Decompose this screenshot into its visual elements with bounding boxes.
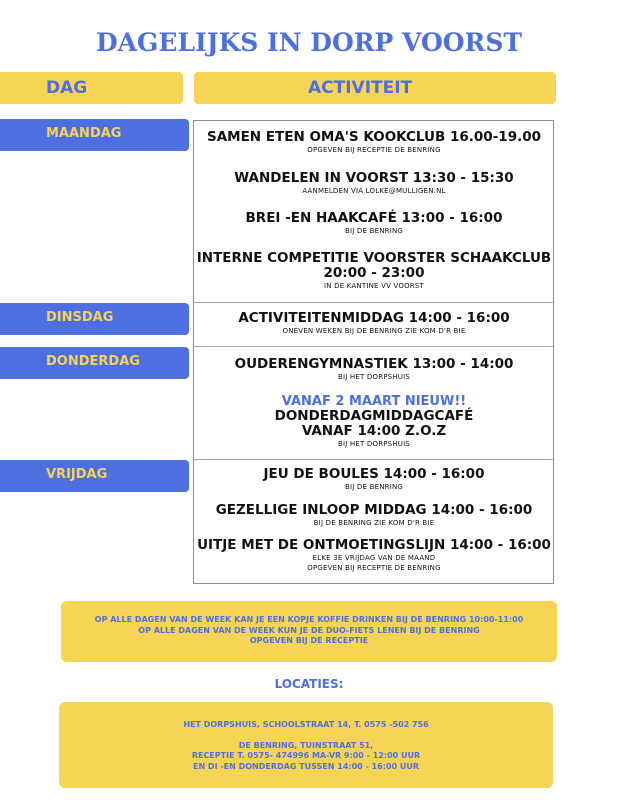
locations-heading: LOCATIES:: [274, 677, 344, 691]
activity-detail: BIJ HET DORPSHUIS: [337, 373, 411, 381]
activity-title: WANDELEN IN VOORST 13:30 - 15:30: [234, 170, 514, 186]
location-line: RECEPTIE T. 0575- 474996 MA-VR 9:00 - 12:00 UUR: [191, 751, 421, 760]
activity-detail: BIJ DE BENRING: [344, 227, 404, 235]
activity-wandelen: [194, 171, 554, 196]
location-line: DE BENRING, TUINSTRAAT 51,: [238, 740, 374, 750]
activity-detail: BIJ HET DORPSHUIS: [337, 440, 411, 448]
divider-thursday-friday: [194, 459, 553, 460]
activity-detail: AANMELDEN VIA LOLKE@MULLIGEN.NL: [302, 187, 446, 195]
activity-ouderengymnastiek: [194, 357, 554, 382]
location-line: HET DORPSHUIS, SCHOOLSTRAAT 14, T. 0575 -502 756: [183, 720, 429, 729]
activity-jeu-de-boules: [194, 467, 554, 492]
new-badge: VANAF 2 MAART NIEUW!!: [281, 394, 467, 409]
activity-detail: BIJ DE BENRING ZIE KOM D'R BIE: [313, 519, 435, 527]
note-line: OP ALLE DAGEN VAN DE WEEK KUN JE DE DUO-FIETS LENEN BIJ DE BENRING: [138, 625, 480, 635]
divider-tuesday-thursday: [194, 346, 553, 347]
activity-detail: ONEVEN WEKEN BIJ DE BENRING ZIE KOM D'R BIE: [282, 327, 466, 335]
activity-kookclub: [194, 130, 554, 155]
activity-activiteitenmiddag: [194, 311, 554, 336]
info-note: [61, 601, 557, 662]
activity-breicafe: [194, 211, 554, 236]
location-line: EN DI -EN DONDERDAG TUSSEN 14:00 - 16:00 UUR: [192, 761, 420, 771]
activity-title: GEZELLIGE INLOOP MIDDAG 14:00 - 16:00: [215, 502, 533, 518]
activity-donderdagmiddagcafe: [194, 394, 554, 449]
activity-title: OUDERENGYMNASTIEK 13:00 - 14:00: [234, 356, 514, 372]
activity-detail: OPGEVEN BIJ RECEPTIE DE BENRING: [307, 564, 441, 572]
activity-inloop-middag: [194, 503, 554, 528]
activity-time: 20:00 - 23:00: [323, 265, 425, 281]
activity-title: ACTIVITEITENMIDDAG 14:00 - 16:00: [238, 310, 510, 326]
activity-detail: OPGEVEN BIJ RECEPTIE DE BENRING: [307, 146, 441, 154]
note-line: OPGEVEN BIJ DE RECEPTIE: [249, 636, 369, 645]
header-activity: ACTIVITEIT: [194, 72, 556, 104]
divider-monday-tuesday: [194, 302, 553, 303]
activity-time: VANAF 14:00 Z.O.Z: [301, 423, 447, 439]
note-line: OP ALLE DAGEN VAN DE WEEK KAN JE EEN KOPJE KOFFIE DRINKEN BIJ DE BENRING 10:00-11:00: [94, 615, 524, 624]
day-monday: MAANDAG: [0, 119, 189, 151]
activity-schaakclub: [194, 251, 554, 291]
activity-detail: BIJ DE BENRING: [344, 483, 404, 491]
day-tuesday: DINSDAG: [0, 303, 189, 335]
header-day: DAG: [0, 72, 183, 104]
day-friday: VRIJDAG: [0, 460, 189, 492]
activity-title: JEU DE BOULES 14:00 - 16:00: [263, 466, 485, 482]
activity-title: BREI -EN HAAKCAFÉ 13:00 - 16:00: [245, 210, 503, 226]
page-title: DAGELIJKS IN DORP VOORST: [95, 28, 522, 57]
day-thursday: DONDERDAG: [0, 347, 189, 379]
activity-title: INTERNE COMPETITIE VOORSTER SCHAAKCLUB: [196, 250, 552, 266]
activity-title: UITJE MET DE ONTMOETINGSLIJN 14:00 - 16:00: [197, 537, 551, 553]
activity-title: DONDERDAGMIDDAGCAFÉ: [274, 408, 474, 424]
activity-detail: IN DE KANTINE VV VOORST: [324, 282, 424, 290]
locations-box: [59, 702, 553, 788]
activity-ontmoetingslijn: [194, 538, 554, 573]
activity-title: SAMEN ETEN OMA'S KOOKCLUB 16.00-19.00: [206, 129, 542, 145]
activity-detail: ELKE 3E VRIJDAG VAN DE MAAND: [312, 554, 436, 562]
